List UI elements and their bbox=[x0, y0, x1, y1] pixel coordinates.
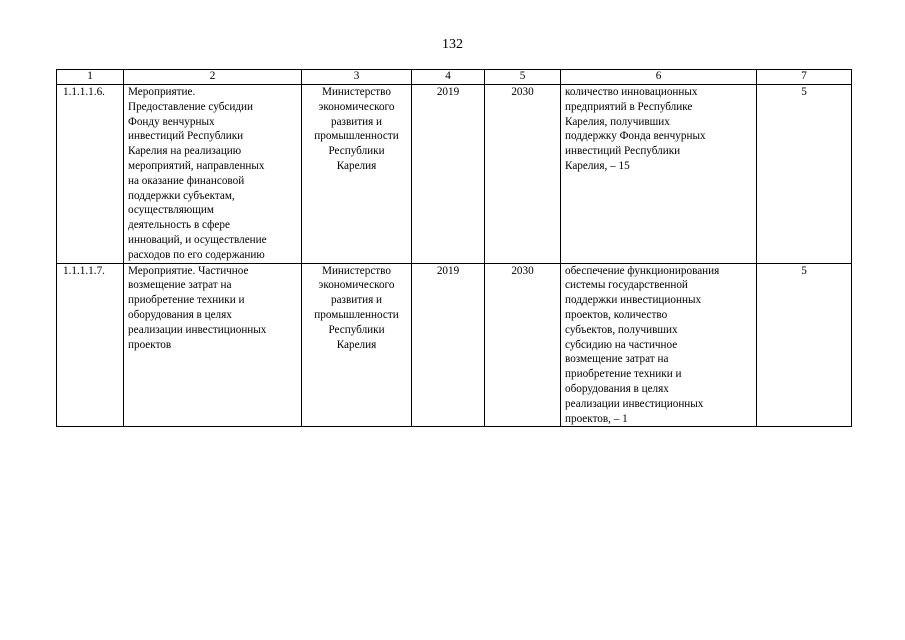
row-measure: Мероприятие. Предоставление субсидии Фонду венчурных инвестиций Республики Карелия на реализацию мероприятий, направленных на оказание финансовой поддержки субъектам, осуществляющим деятельность в сфере инноваций, и осуществление расходов по его содержанию bbox=[128, 86, 267, 261]
row-indicator: обеспечение функционирования системы государственной поддержки инвестиционных проектов, количество субъектов, получивших субсидию на частичное возмещение затрат на приобретение техники и оборудования в целях реализации инвестиционных проектов, – 1 bbox=[565, 264, 720, 425]
table-row bbox=[57, 85, 852, 264]
header-col-3: 3 bbox=[302, 70, 412, 85]
row-executor: Министерство экономического развития и промышленности Республики Карелия bbox=[314, 86, 399, 172]
row-value: 5 bbox=[757, 85, 852, 264]
program-measures-table bbox=[56, 69, 852, 427]
row-code: 1.1.1.1.7. bbox=[57, 263, 124, 427]
row-start-year: 2019 bbox=[412, 85, 485, 264]
header-col-4: 4 bbox=[412, 70, 485, 85]
row-indicator: количество инновационных предприятий в Республике Карелия, получивших поддержку Фонда венчурных инвестиций Республики Карелия, – 15 bbox=[565, 86, 706, 172]
row-value: 5 bbox=[757, 263, 852, 427]
table-header-row bbox=[57, 70, 852, 85]
header-col-6: 6 bbox=[561, 70, 757, 85]
row-end-year: 2030 bbox=[485, 263, 561, 427]
header-col-5: 5 bbox=[485, 70, 561, 85]
header-col-7: 7 bbox=[757, 70, 852, 85]
header-col-2: 2 bbox=[124, 70, 302, 85]
row-measure: Мероприятие. Частичное возмещение затрат на приобретение техники и оборудования в целях реализации инвестиционных проектов bbox=[128, 264, 267, 351]
row-code: 1.1.1.1.6. bbox=[57, 85, 124, 264]
table-row bbox=[57, 263, 852, 427]
row-end-year: 2030 bbox=[485, 85, 561, 264]
header-col-1: 1 bbox=[57, 70, 124, 85]
page-number: 132 bbox=[442, 37, 463, 52]
row-executor: Министерство экономического развития и промышленности Республики Карелия bbox=[314, 264, 399, 351]
row-start-year: 2019 bbox=[412, 263, 485, 427]
